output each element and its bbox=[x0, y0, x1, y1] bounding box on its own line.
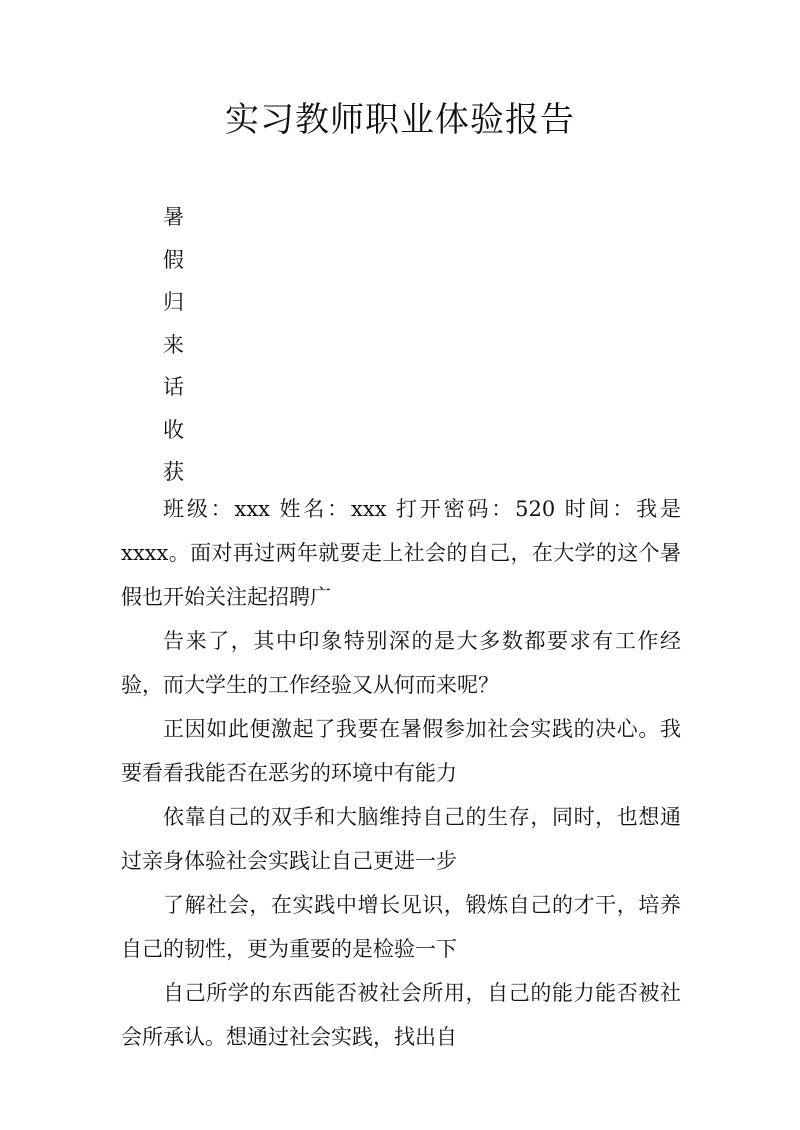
paragraph: 自己所学的东西能否被社会所用，自己的能力能否被社会所承认。想通过社会实践，找出自 bbox=[121, 981, 681, 1049]
subtitle-char: 收 bbox=[163, 417, 184, 442]
vertical-subtitle bbox=[163, 196, 184, 494]
subtitle-char: 获 bbox=[163, 460, 184, 484]
paragraph: 告来了，其中印象特别深的是大多数都要求有工作经验，而大学生的工作经验又从何而来呢？ bbox=[121, 629, 681, 697]
subtitle-char: 话 bbox=[163, 375, 184, 399]
subtitle-char: 来 bbox=[163, 332, 184, 357]
document-title: 实习教师职业体验报告 bbox=[225, 100, 575, 140]
paragraph: 依靠自己的双手和大脑维持自己的生存，同时，也想通过亲身体验社会实践让自己更进一步 bbox=[121, 805, 681, 873]
paragraph: 正因如此便激起了我要在暑假参加社会实践的决心。我要看看我能否在恶劣的环境中有能力 bbox=[121, 717, 681, 785]
report-body bbox=[121, 487, 681, 1059]
paragraph: 班级：xxx 姓名：xxx 打开密码：520 时间：我是 xxxx。面对再过两年就要走上社会的自己，在大学的这个暑假也开始关注起招聘广 bbox=[121, 497, 681, 609]
subtitle-char: 归 bbox=[163, 290, 184, 314]
paragraph: 了解社会，在实践中增长见识，锻炼自己的才干，培养自己的韧性，更为重要的是检验一下 bbox=[121, 893, 681, 961]
subtitle-char: 假 bbox=[163, 247, 184, 272]
subtitle-char: 暑 bbox=[163, 205, 184, 229]
